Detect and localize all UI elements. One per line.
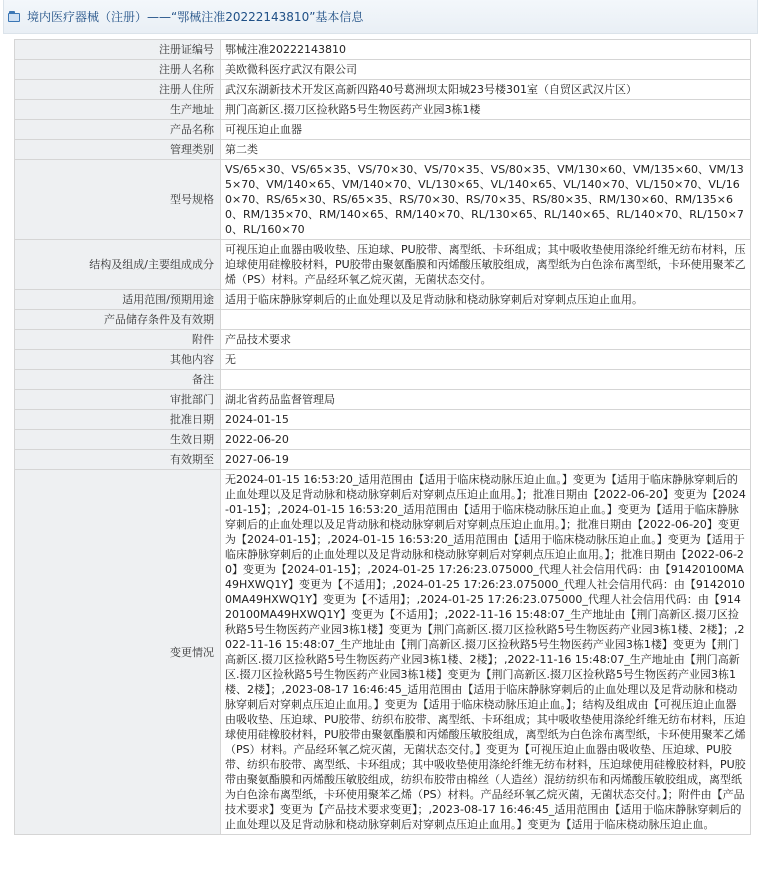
label-registrant-address: 注册人住所 (15, 80, 221, 100)
value-product-name: 可视压迫止血器 (221, 120, 751, 140)
value-approval-dept: 湖北省药品监督管理局 (221, 390, 751, 410)
value-remarks (221, 370, 751, 390)
value-registrant-name: 美欧微科医疗武汉有限公司 (221, 60, 751, 80)
label-change-history: 变更情况 (15, 470, 221, 835)
info-table (14, 39, 751, 835)
row-attachment (15, 330, 751, 350)
label-intended-use: 适用范围/预期用途 (15, 290, 221, 310)
label-category: 管理类别 (15, 140, 221, 160)
value-reg-no: 鄂械注准20222143810 (221, 40, 751, 60)
row-effective-date (15, 430, 751, 450)
row-category (15, 140, 751, 160)
row-change-history (15, 470, 751, 835)
label-other: 其他内容 (15, 350, 221, 370)
row-reg-no (15, 40, 751, 60)
row-registrant-name (15, 60, 751, 80)
label-expiry-date: 有效期至 (15, 450, 221, 470)
row-remarks (15, 370, 751, 390)
row-expiry-date (15, 450, 751, 470)
label-product-name: 产品名称 (15, 120, 221, 140)
value-intended-use: 适用于临床静脉穿刺后的止血处理以及足背动脉和桡动脉穿刺后对穿刺点压迫止血用。 (221, 290, 751, 310)
value-effective-date: 2022-06-20 (221, 430, 751, 450)
value-category: 第二类 (221, 140, 751, 160)
value-other: 无 (221, 350, 751, 370)
label-models: 型号规格 (15, 160, 221, 240)
row-registrant-address (15, 80, 751, 100)
row-other (15, 350, 751, 370)
value-production-address: 荆门高新区.掇刀区捡秋路5号生物医药产业园3栋1楼 (221, 100, 751, 120)
label-production-address: 生产地址 (15, 100, 221, 120)
label-registrant-name: 注册人名称 (15, 60, 221, 80)
value-attachment: 产品技术要求 (221, 330, 751, 350)
value-expiry-date: 2027-06-19 (221, 450, 751, 470)
value-storage (221, 310, 751, 330)
page-header (3, 0, 758, 34)
row-approval-date (15, 410, 751, 430)
value-approval-date: 2024-01-15 (221, 410, 751, 430)
value-change-history: 无2024-01-15 16:53:20_适用范围由【适用于临床桡动脉压迫止血。】变更为【适用于临床静脉穿刺后的止血处理以及足背动脉和桡动脉穿刺后对穿刺点压迫止血用。】；批准日期由【2022-06-20】变更为【2024-01-15】；,2024-01-15 16:53:20_适用范围由【适用于临床桡动脉压迫止血。】变更为【适用于临床静脉穿刺后的止血处理以及足背动脉和桡动脉穿刺后对穿刺点压迫止血用。】；批准日期由【2022-06-20】变更为【2024-01-15】；,2024-01-15 16:53:20_适用范围由【适用于临床桡动脉压迫止血。】变更为【适用于临床静脉穿刺后的止血处理以及足背动脉和桡动脉穿刺后对穿刺点压迫止血用。】；批准日期由【2022-06-20】变更为【2024-01-15】；,2024-01-25 17:26:23.075000_代理人社会信用代码：由【91420100MA49HXWQ1Y】变更为【不适用】；,2024-01-25 17:26:23.075000_代理人社会信用代码：由【91420100MA49HXWQ1Y】变更为【不适用】；,2024-01-25 17:26:23.075000_代理人社会信用代码：由【91420100MA49HXWQ1Y】变更为【不适用】；,2022-11-16 15:48:07_生产地址由【荆门高新区.掇刀区捡秋路5号生物医药产业园3栋1楼】变更为【荆门高新区.掇刀区捡秋路5号生物医药产业园3栋1楼、2楼】；,2022-11-16 15:48:07_生产地址由【荆门高新区.掇刀区捡秋路5号生物医药产业园3栋1楼】变更为【荆门高新区.掇刀区捡秋路5号生物医药产业园3栋1楼、2楼】；,2022-11-16 15:48:07_生产地址由【荆门高新区.掇刀区捡秋路5号生物医药产业园3栋1楼】变更为【荆门高新区.掇刀区捡秋路5号生物医药产业园3栋1楼、2楼】；,2023-08-17 16:46:45_适用范围由【适用于临床静脉穿刺后的止血处理以及足背动脉和桡动脉穿刺后对穿刺点压迫止血用。】变更为【适用于临床桡动脉压迫止血。】；结构及组成由【可视压迫止血器由吸收垫、压迫球、PU胶带、纺织布胶带、离型纸、卡环组成；其中吸收垫使用涤纶纤维无纺布材料，压迫球使用硅橡胶材料，PU胶带由聚氨酯膜和丙烯酸压敏胶组成，离型纸为白色涂布离型纸，卡环使用聚苯乙烯（PS）材料。产品经环氧乙烷灭菌，无菌状态交付。】变更为【可视压迫止血器由吸收垫、压迫球、PU胶带、纺织布胶带、离型纸、卡环组成；其中吸收垫使用涤纶纤维无纺布材料，压迫球使用硅橡胶材料，PU胶带由聚氨酯膜和丙烯酸压敏胶组成，纺织布胶带由棉丝（人造丝）混纺纺织布和丙烯酸压敏胶组成，离型纸为白色涂布离型纸，卡环使用聚苯乙烯（PS）材料。产品经环氧乙烷灭菌，无菌状态交付。】；附件由【产品技术要求】变更为【产品技术要求变更】；,2023-08-17 16:46:45_适用范围由【适用于临床静脉穿刺后的止血处理以及足背动脉和桡动脉穿刺后对穿刺点压迫止血用。】变更为【适用于临床桡动脉压迫止血。 (221, 470, 751, 835)
label-effective-date: 生效日期 (15, 430, 221, 450)
row-composition (15, 240, 751, 290)
row-storage (15, 310, 751, 330)
value-composition: 可视压迫止血器由吸收垫、压迫球、PU胶带、离型纸、卡环组成；其中吸收垫使用涤纶纤维无纺布材料，压迫球使用硅橡胶材料，PU胶带由聚氨酯膜和丙烯酸压敏胶组成，离型纸为白色涂布离型纸，卡环使用聚苯乙烯（PS）材料。产品经环氧乙烷灭菌，无菌状态交付。 (221, 240, 751, 290)
label-reg-no: 注册证编号 (15, 40, 221, 60)
label-approval-dept: 审批部门 (15, 390, 221, 410)
row-models (15, 160, 751, 240)
value-models: VS/65×30、VS/65×35、VS/70×30、VS/70×35、VS/80×35、VM/130×60、VM/135×60、VM/135×70、VM/140×65、VM/140×70、VL/130×65、VL/140×65、VL/140×70、VL/150×70、VL/160×70、RS/65×30、RS/65×35、RS/70×30、RS/70×35、RS/80×35、RM/130×60、RM/135×60、RM/135×70、RM/140×65、RM/140×70、RL/130×65、RL/140×65、RL/140×70、RL/150×70、RL/160×70 (221, 160, 751, 240)
row-intended-use (15, 290, 751, 310)
row-production-address (15, 100, 751, 120)
label-attachment: 附件 (15, 330, 221, 350)
label-storage: 产品储存条件及有效期 (15, 310, 221, 330)
label-composition: 结构及组成/主要组成成分 (15, 240, 221, 290)
folder-icon (8, 11, 22, 22)
label-remarks: 备注 (15, 370, 221, 390)
label-approval-date: 批准日期 (15, 410, 221, 430)
row-approval-dept (15, 390, 751, 410)
value-registrant-address: 武汉东湖新技术开发区高新四路40号葛洲坝太阳城23号楼301室（自贸区武汉片区） (221, 80, 751, 100)
row-product-name (15, 120, 751, 140)
page-title: 境内医疗器械（注册）——“鄂械注准20222143810”基本信息 (27, 10, 364, 24)
